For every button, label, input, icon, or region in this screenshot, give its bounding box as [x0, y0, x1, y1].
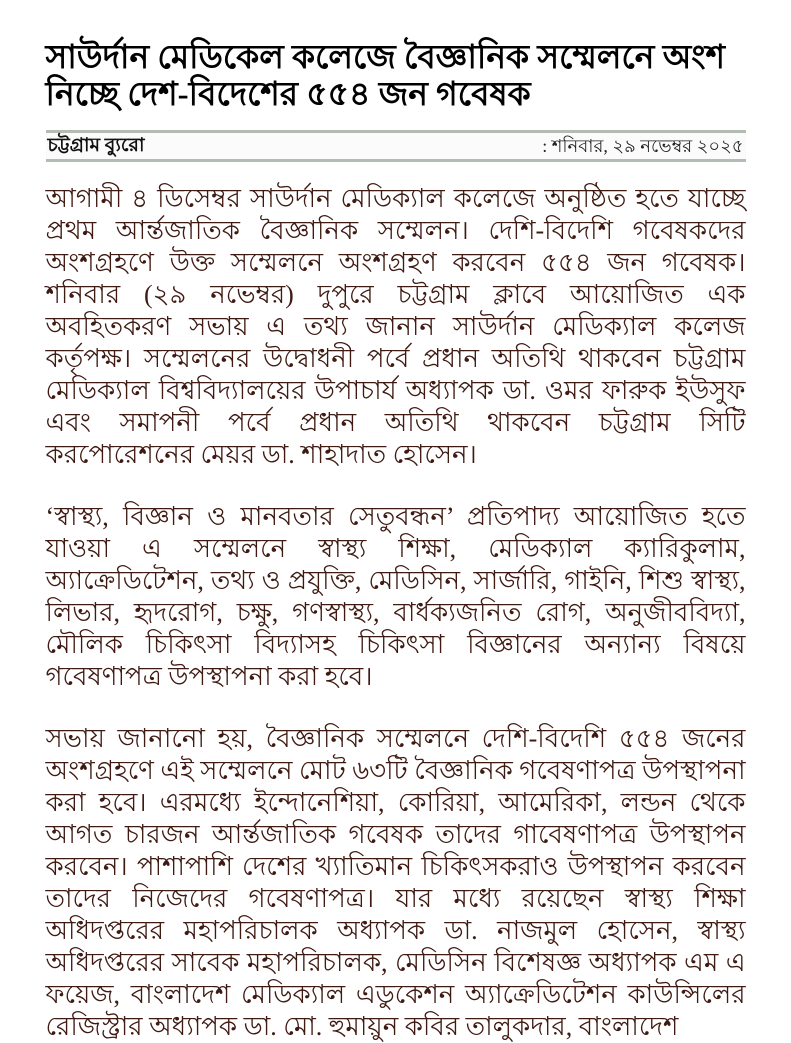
article-paragraph-3: সভায় জানানো হয়, বৈজ্ঞানিক সম্মেলনে দেশি-বিদেশি ৫৫৪ জনের অংশগ্রহণে এই সম্মেলনে মোট ৬৩টি বৈজ্ঞানিক গবেষণাপত্র উপস্থাপনা করা হবে। এরমধ্যে ইন্দোনেশিয়া, কোরিয়া, আমেরিকা, লন্ডন থেকে আগত চারজন আর্ন্তজাতিক গবেষক তাদের গাবেষণাপত্র উপস্থাপন করবেন। পাশাপাশি দেশের খ্যাতিমান চিকিৎসকরাও উপস্থাপন করবেন তাদের নিজেদের গবেষণাপত্র। যার মধ্যে রয়েছেন স্বাস্থ্য শিক্ষা অধিদপ্তরের মহাপরিচালক অধ্যাপক ডা. নাজমুল হোসেন, স্বাস্থ্য অধিদপ্তরের সাবেক মহাপরিচালক, মেডিসিন বিশেষজ্ঞ অধ্যাপক এম এ ফয়েজ, বাংলাদেশ মেডিক্যাল এডুকেশন অ্যাক্রেডিটেশন কাউন্সিলের রেজিস্ট্রার অধ্যাপক ডা. মো. হুমায়ুন কবির তালুকদার, বাংলাদেশ [45, 724, 746, 1041]
article-paragraph-1: আগামী ৪ ডিসেম্বর সাউর্দান মেডিক্যাল কলেজে অনুষ্ঠিত হতে যাচ্ছে প্রথম আর্ন্তজাতিক বৈজ্ঞানিক সম্মেলন। দেশি-বিদেশি গবেষকদের অংশগ্রহণে উক্ত সম্মেলনে অংশগ্রহণ করবেন ৫৫৪ জন গবেষক। শনিবার (২৯ নভেম্বর) দুপুরে চট্টগ্রাম ক্লাবে আয়োজিত এক অবহিতকরণ সভায় এ তথ্য জানান সাউর্দান মেডিক্যাল কলেজ কর্তৃপক্ষ। সম্মেলনের উদ্বোধনী পর্বে প্রধান অতিথি থাকবেন চট্টগ্রাম মেডিক্যাল বিশ্ববিদ্যালয়ের উপাচার্য অধ্যাপক ডা. ওমর ফারুক ইউসুফ এবং সমাপনী পর্বে প্রধান অতিথি থাকবেন চট্টগ্রাম সিটি করপোরেশনের মেয়র ডা. শাহাদাত হোসেন। [45, 184, 746, 469]
article-body [46, 183, 746, 1043]
article-paragraph-2: ‘স্বাস্থ্য, বিজ্ঞান ও মানবতার সেতুবন্ধন’ প্রতিপাদ্য আয়োজিত হতে যাওয়া এ সম্মেলনে স্বাস্থ্য শিক্ষা, মেডিক্যাল ক্যারিকুলাম, অ্যাক্রেডিটেশন, তথ্য ও প্রযুক্তি, মেডিসিন, সার্জারি, গাইনি, শিশু স্বাস্থ্য, লিভার, হৃদরোগ, চক্ষু, গণস্বাস্থ্য, বার্ধক্যজনিত রোগ, অনুজীববিদ্যা, মৌলিক চিকিৎসা বিদ্যাসহ চিকিৎসা বিজ্ঞানের অন্যান্য বিষয়ে গবেষণাপত্র উপস্থাপনা করা হবে। [45, 502, 746, 691]
byline-bar [46, 130, 746, 162]
article-headline: সাউর্দান মেডিকেল কলেজে বৈজ্ঞানিক সম্মেলনে অংশ নিচ্ছে দেশ-বিদেশের ৫৫৪ জন গবেষক [45, 40, 726, 113]
byline-bureau: চট্টগ্রাম ব্যুরো [47, 135, 145, 156]
article-page [46, 0, 746, 1043]
publish-date: : শনিবার, ২৯ নভেম্বর ২০২৫ [542, 136, 744, 156]
